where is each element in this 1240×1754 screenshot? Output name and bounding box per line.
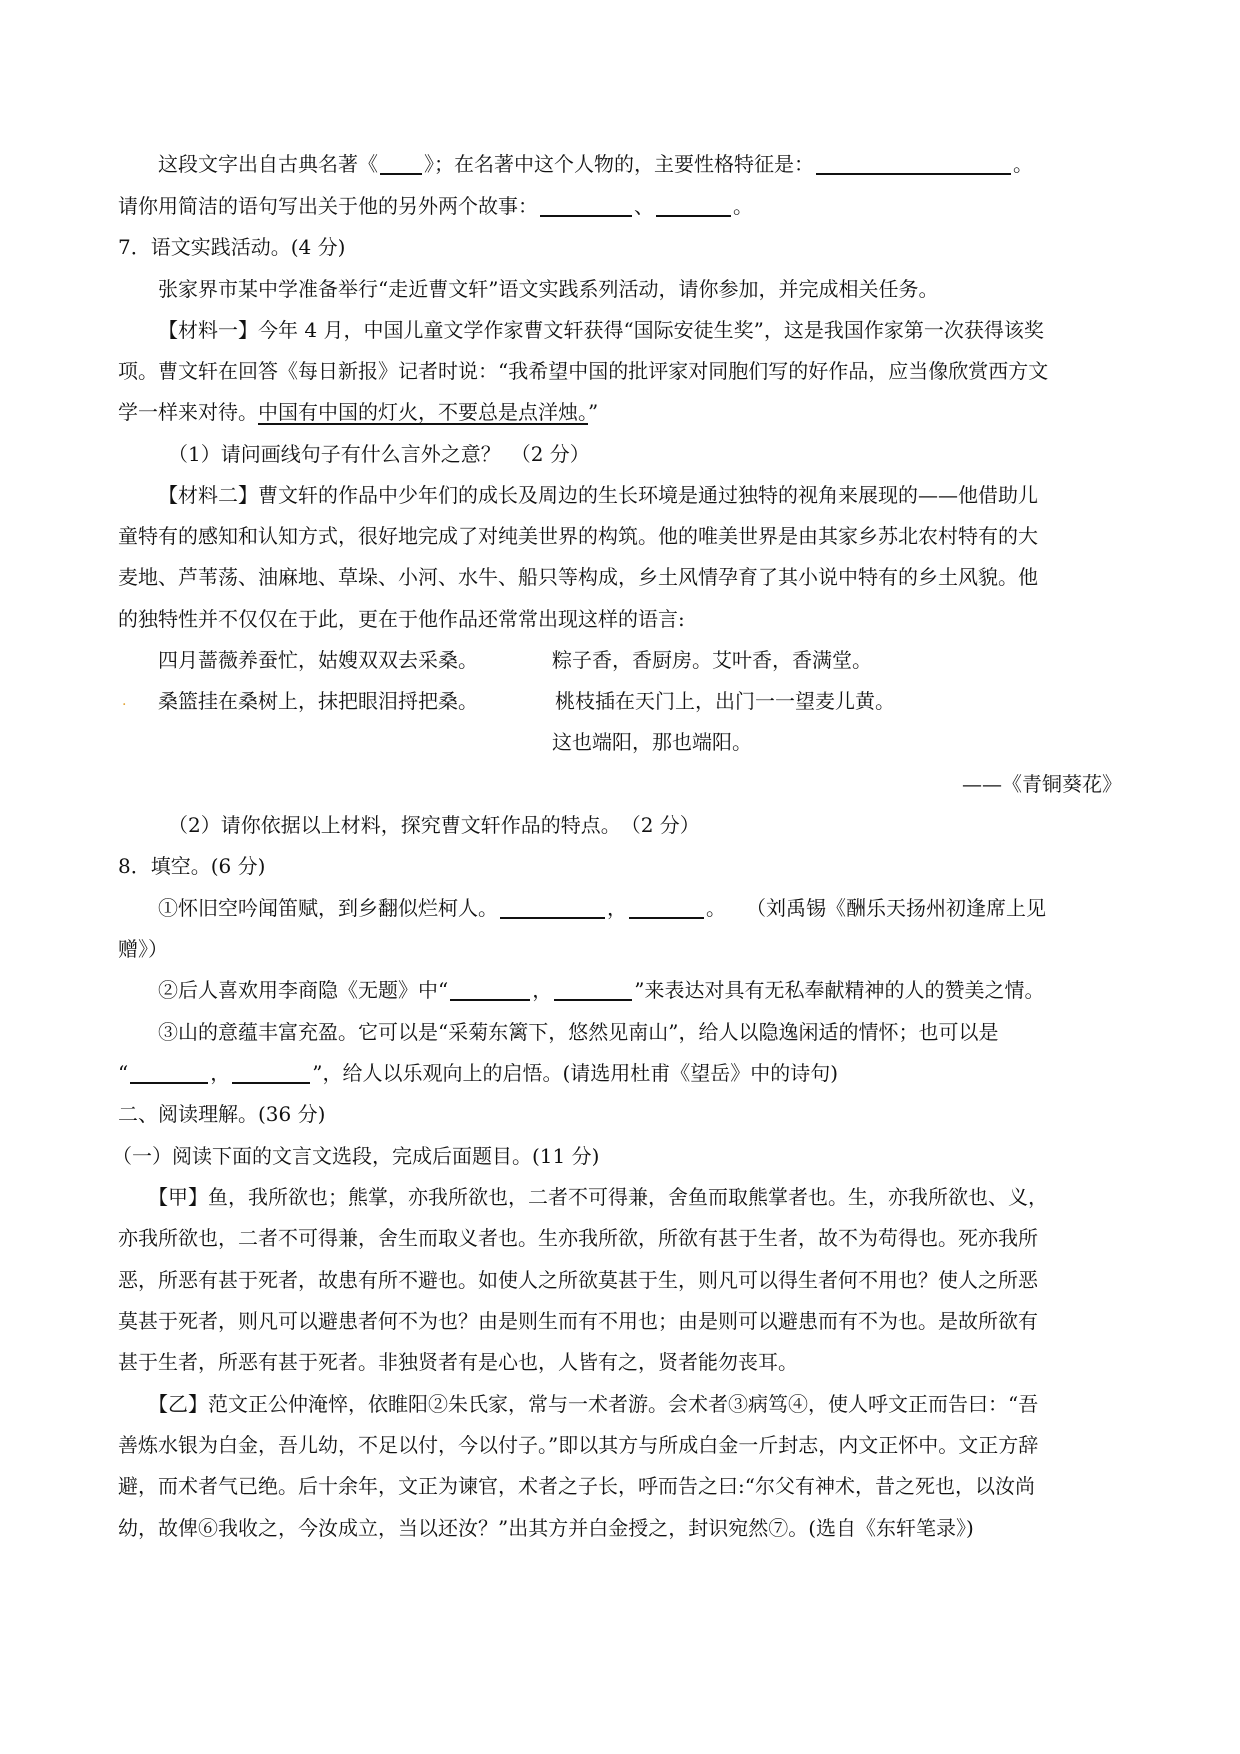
material-2-line-3: 麦地、芦苇荡、油麻地、草垛、小河、水牛、船只等构成，乡土风情孕育了其小说中特有的乡土风貌。他 bbox=[118, 565, 1038, 589]
answer-blank-q8-1b[interactable] bbox=[629, 895, 704, 919]
q6-line-2: 请你用简洁的语句写出关于他的另外两个故事： 、 。 bbox=[118, 194, 753, 218]
passage-jia-line-1: 【甲】鱼，我所欲也；熊掌，亦我所欲也，二者不可得兼，舍鱼而取熊掌者也。生，亦我所欲也、义， bbox=[148, 1185, 1048, 1209]
poem-right-line-2: 桃枝插在天门上，出门一一望麦儿黄。 bbox=[555, 689, 895, 713]
answer-blank-story-2[interactable] bbox=[656, 193, 731, 217]
answer-blank-story-1[interactable] bbox=[540, 193, 632, 217]
passage-jia-line-4: 莫甚于死者，则凡可以避患者何不为也？由是则生而有不用也；由是则可以避患而有不为也。是故所欲有 bbox=[118, 1309, 1038, 1333]
answer-blank-q8-1a[interactable] bbox=[500, 895, 605, 919]
q7-sub-question-2: （2）请你依据以上材料，探究曹文轩作品的特点。 （2 分） bbox=[168, 813, 700, 837]
margin-mark: . bbox=[122, 693, 127, 709]
poem-left-line-2: 桑篮挂在桑树上，抹把眼泪捋把桑。 bbox=[158, 689, 478, 713]
q7-sub-question-1: （1）请问画线句子有什么言外之意？ （2 分） bbox=[168, 442, 590, 466]
section-2-part-1-title: （一）阅读下面的文言文选段，完成后面题目。(11 分) bbox=[112, 1144, 600, 1168]
section-2-title: 二、阅读理解。(36 分) bbox=[118, 1102, 326, 1126]
passage-yi-line-4: 幼，故俾⑥我收之，今汝成立，当以还汝？”出其方并白金授之，封识宛然⑦。(选自《东轩笔录》) bbox=[118, 1516, 974, 1540]
answer-blank-book[interactable] bbox=[380, 151, 422, 175]
material-1-line-1: 【材料一】今年 4 月，中国儿童文学作家曹文轩获得“国际安徒生奖”，这是我国作家第一次获得该奖 bbox=[158, 318, 1044, 342]
passage-yi-line-3: 避，而术者气已绝。后十余年，文正为谏官，术者之子长，呼而告之曰:“尔父有神术，昔之死也，以汝尚 bbox=[118, 1474, 1035, 1498]
passage-jia-line-3: 恶，所恶有甚于死者，故患有所不避也。如使人之所欲莫甚于生，则凡可以得生者何不用也？使人之所恶 bbox=[118, 1268, 1038, 1292]
passage-yi-line-1: 【乙】范文正公仲淹悴，依睢阳②朱氏家，常与一术者游。会术者③病笃④，使人呼文正而告曰：“吾 bbox=[148, 1392, 1039, 1416]
poem-left-line-1: 四月蔷薇养蚕忙，姑嫂双双去采桑。 bbox=[158, 648, 478, 672]
q8-title: 8．填空。(6 分) bbox=[118, 854, 266, 878]
answer-blank-q8-3b[interactable] bbox=[232, 1060, 310, 1084]
q8-item-1-cont: 赠》） bbox=[118, 937, 168, 961]
material-1-line-2: 项。曹文轩在回答《每日新报》记者时说：“我希望中国的批评家对同胞们写的好作品，应当像欣赏西方文 bbox=[118, 359, 1049, 383]
passage-jia-line-2: 亦我所欲也，二者不可得兼，舍生而取义者也。生亦我所欲，所欲有甚于生者，故不为苟得也。死亦我所 bbox=[118, 1226, 1038, 1250]
answer-blank-q8-2a[interactable] bbox=[450, 977, 530, 1001]
material-2-line-1: 【材料二】曹文轩的作品中少年们的成长及周边的生长环境是通过独特的视角来展现的——他借助儿 bbox=[158, 483, 1038, 507]
passage-jia-line-5: 甚于生者，所恶有甚于死者。非独贤者有是心也，人皆有之，贤者能勿丧耳。 bbox=[118, 1350, 798, 1374]
q8-item-1: ①怀旧空吟闻笛赋，到乡翻似烂柯人。 ， 。 （刘禹锡《酬乐天扬州初逢席上见 bbox=[158, 896, 1046, 920]
q6-line-1: 这段文字出自古典名著《 》；在名著中这个人物的，主要性格特征是： 。 bbox=[158, 152, 1033, 176]
material-2-line-4: 的独特性并不仅仅在于此，更在于他作品还常常出现这样的语言: bbox=[118, 607, 685, 631]
material-1-line-3: 学一样来对待。中国有中国的灯火，不要总是点洋烛。” bbox=[118, 400, 599, 424]
poem-right-line-1: 粽子香，香厨房。艾叶香，香满堂。 bbox=[552, 648, 872, 672]
answer-blank-q8-3a[interactable] bbox=[130, 1060, 208, 1084]
q8-item-3: ③山的意蕴丰富充盈。它可以是“采菊东篱下，悠然见南山”，给人以隐逸闲适的情怀；也可以是 bbox=[158, 1020, 999, 1044]
poem-right-line-3: 这也端阳，那也端阳。 bbox=[552, 730, 752, 754]
answer-blank-q8-2b[interactable] bbox=[554, 977, 632, 1001]
answer-blank-character-trait[interactable] bbox=[816, 151, 1011, 175]
q7-intro: 张家界市某中学准备举行“走近曹文轩”语文实践系列活动，请你参加，并完成相关任务。 bbox=[158, 277, 939, 301]
q8-item-3-cont: “ ， ”，给人以乐观向上的启悟。(请选用杜甫《望岳》中的诗句) bbox=[118, 1061, 839, 1085]
passage-yi-line-2: 善炼水银为白金，吾儿幼，不足以付，今以付子。”即以其方与所成白金一斤封志，内文正怀中。文正方辞 bbox=[118, 1433, 1039, 1457]
q7-title: 7．语文实践活动。(4 分) bbox=[118, 235, 346, 259]
q8-item-2: ②后人喜欢用李商隐《无题》中“ ， ”来表达对具有无私奉献精神的人的赞美之情。 bbox=[158, 978, 1045, 1002]
poem-source: ——《青铜葵花》 bbox=[962, 772, 1122, 796]
material-2-line-2: 童特有的感知和认知方式，很好地完成了对纯美世界的构筑。他的唯美世界是由其家乡苏北农村特有的大 bbox=[118, 524, 1038, 548]
underlined-sentence: 中国有中国的灯火，不要总是点洋烛。 bbox=[258, 400, 588, 424]
